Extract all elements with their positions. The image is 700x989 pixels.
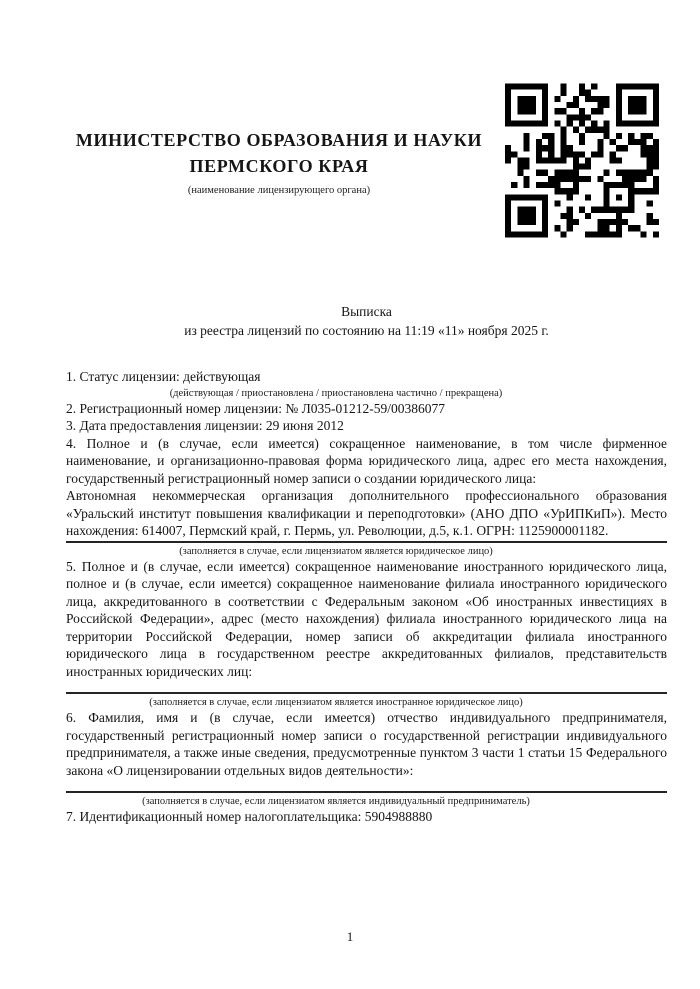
ministry-header xyxy=(66,127,492,197)
item-1-status: 1. Статус лицензии: действующая xyxy=(66,369,261,384)
item-6-caption: (заполняется в случае, если лицензиатом является индивидуальный предприниматель) xyxy=(142,796,530,807)
item-4-caption: (заполняется в случае, если лицензиатом является юридическое лицо) xyxy=(179,545,493,557)
qr-code-icon xyxy=(505,83,659,238)
fill-line-foreign-entity xyxy=(66,692,667,694)
document-title-line2: из реестра лицензий по состоянию на 11:19 «11» ноября 2025 г. xyxy=(184,322,549,338)
document-title-line1: Выписка xyxy=(341,304,392,319)
licensing-authority-caption: (наименование лицензирующего органа) xyxy=(187,185,371,196)
fill-line-legal-entity xyxy=(66,541,667,543)
item-5-foreign-entity-label: 5. Полное и (в случае, если имеется) сокращенное наименование иностранного юридического лица, полное и (в случае, если имеется) сокращенное наименование филиала иностранного юридического лица, аккредитованного в соответствии с Федеральным законом «Об иностранных инвестициях в Российской Федерации», адрес (место нахождения) филиала иностранного юридического лица на территории Российской Федерации, номер записи об аккредитации филиала иностранного юридического лица в государственном реестре аккредитованных филиалов, представительств иностранных юридических лиц: xyxy=(66,558,667,679)
item-2-registration-number: 2. Регистрационный номер лицензии: № Л035-01212-59/00386077 xyxy=(66,400,446,416)
item-3-license-date: 3. Дата предоставления лицензии: 29 июня 2012 xyxy=(66,418,344,433)
item-7-taxpayer-number: 7. Идентификационный номер налогоплательщика: 5904988880 xyxy=(66,809,433,824)
fill-line-entrepreneur xyxy=(66,791,667,793)
ministry-name-line1: МИНИСТЕРСТВО ОБРАЗОВАНИЯ И НАУКИ xyxy=(75,130,483,150)
item-4-legal-entity-label: 4. Полное и (в случае, если имеется) сокращенное наименование, в том числе фирменное наименование, и организационно-правовая форма юридического лица, адрес его места нахождения, государственный регистрационный номер записи о создании юридического лица: xyxy=(66,435,667,486)
item-4-legal-entity-value: Автономная некоммерческая организация дополнительного профессионального образования «Уральский институт повышения квалификации и переподготовки» (АНО ДПО «УрИПКиП»). Место нахождения: 614007, Пермский край, г. Пермь, ул. Революции, д.5, к.1. ОГРН: 1125900001182. xyxy=(66,488,667,538)
item-1-caption: (действующая / приостановлена / приостановлена частично / прекращена) xyxy=(169,387,503,399)
license-items xyxy=(66,368,667,826)
item-5-caption: (заполняется в случае, если лицензиатом является иностранное юридическое лицо) xyxy=(149,697,523,708)
document-title xyxy=(66,303,667,340)
ministry-name-line2: ПЕРМСКОГО КРАЯ xyxy=(189,156,369,176)
page-number: 1 xyxy=(346,929,354,944)
item-6-entrepreneur-label: 6. Фамилия, имя и (в случае, если имеется) отчество индивидуального предпринимателя, государственный регистрационный номер записи о государственной регистрации индивидуального предпринимателя, а также иные сведения, предусмотренные пунктом 3 части 1 статьи 15 Федерального закона «О лицензировании отдельных видов деятельности»: xyxy=(66,710,667,778)
